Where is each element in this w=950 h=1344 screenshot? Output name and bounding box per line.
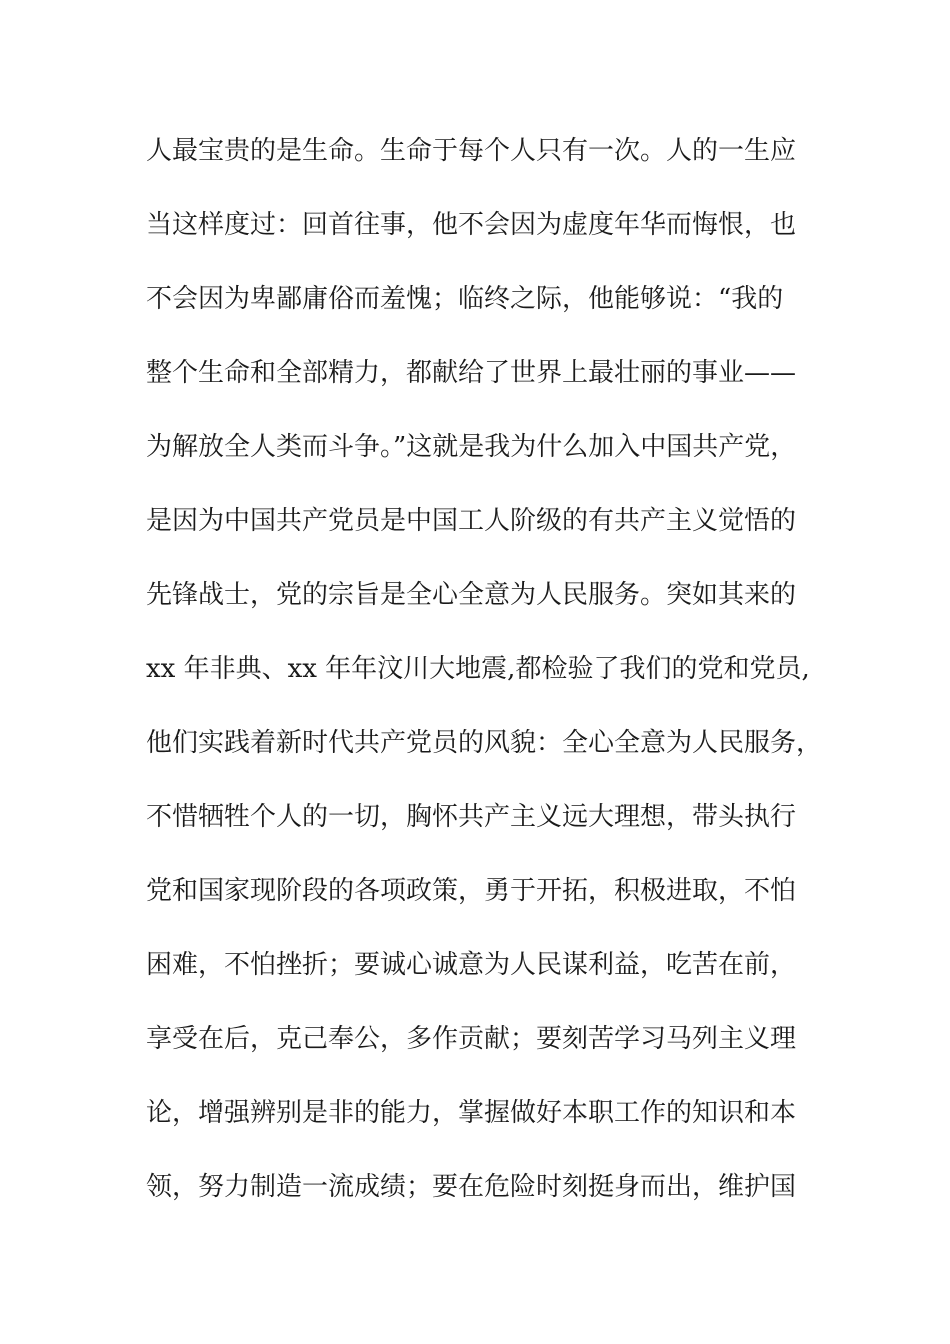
text-line-2: 当这样度过：回首往事，他不会因为虚度年华而悔恨，也 — [146, 210, 797, 240]
text-line-3: 不会因为卑鄙庸俗而羞愧；临终之际，他能够说：“我的 — [146, 284, 784, 314]
text-line-11: 党和国家现阶段的各项政策，勇于开拓，积极进取，不怕 — [146, 876, 797, 906]
text-line-14: 论，增强辨别是非的能力，掌握做好本职工作的知识和本 — [146, 1098, 797, 1128]
text-line-15: 领，努力制造一流成绩；要在危险时刻挺身而出，维护国 — [146, 1172, 797, 1202]
text-line-7: 先锋战士，党的宗旨是全心全意为人民服务。突如其来的 — [146, 580, 797, 610]
text-line-10: 不惜牺牲个人的一切，胸怀共产主义远大理想，带头执行 — [146, 802, 797, 832]
text-line-12: 困难，不怕挫折；要诚心诚意为人民谋利益，吃苦在前， — [146, 950, 797, 980]
text-line-6: 是因为中国共产党员是中国工人阶级的有共产主义觉悟的 — [146, 506, 797, 536]
text-line-13: 享受在后，克己奉公，多作贡献；要刻苦学习马列主义理 — [146, 1024, 797, 1054]
text-line-9: 他们实践着新时代共产党员的风貌：全心全意为人民服务， — [146, 728, 823, 758]
text-line-1: 人最宝贵的是生命。生命于每个人只有一次。人的一生应 — [146, 136, 797, 166]
text-line-5: 为解放全人类而斗争。”这就是我为什么加入中国共产党， — [146, 432, 797, 462]
text-line-4: 整个生命和全部精力，都献给了世界上最壮丽的事业—— — [146, 358, 797, 388]
body-text — [146, 118, 823, 1228]
text-line-8: xx 年非典、xx 年年汶川大地震,都检验了我们的党和党员, — [146, 654, 810, 684]
